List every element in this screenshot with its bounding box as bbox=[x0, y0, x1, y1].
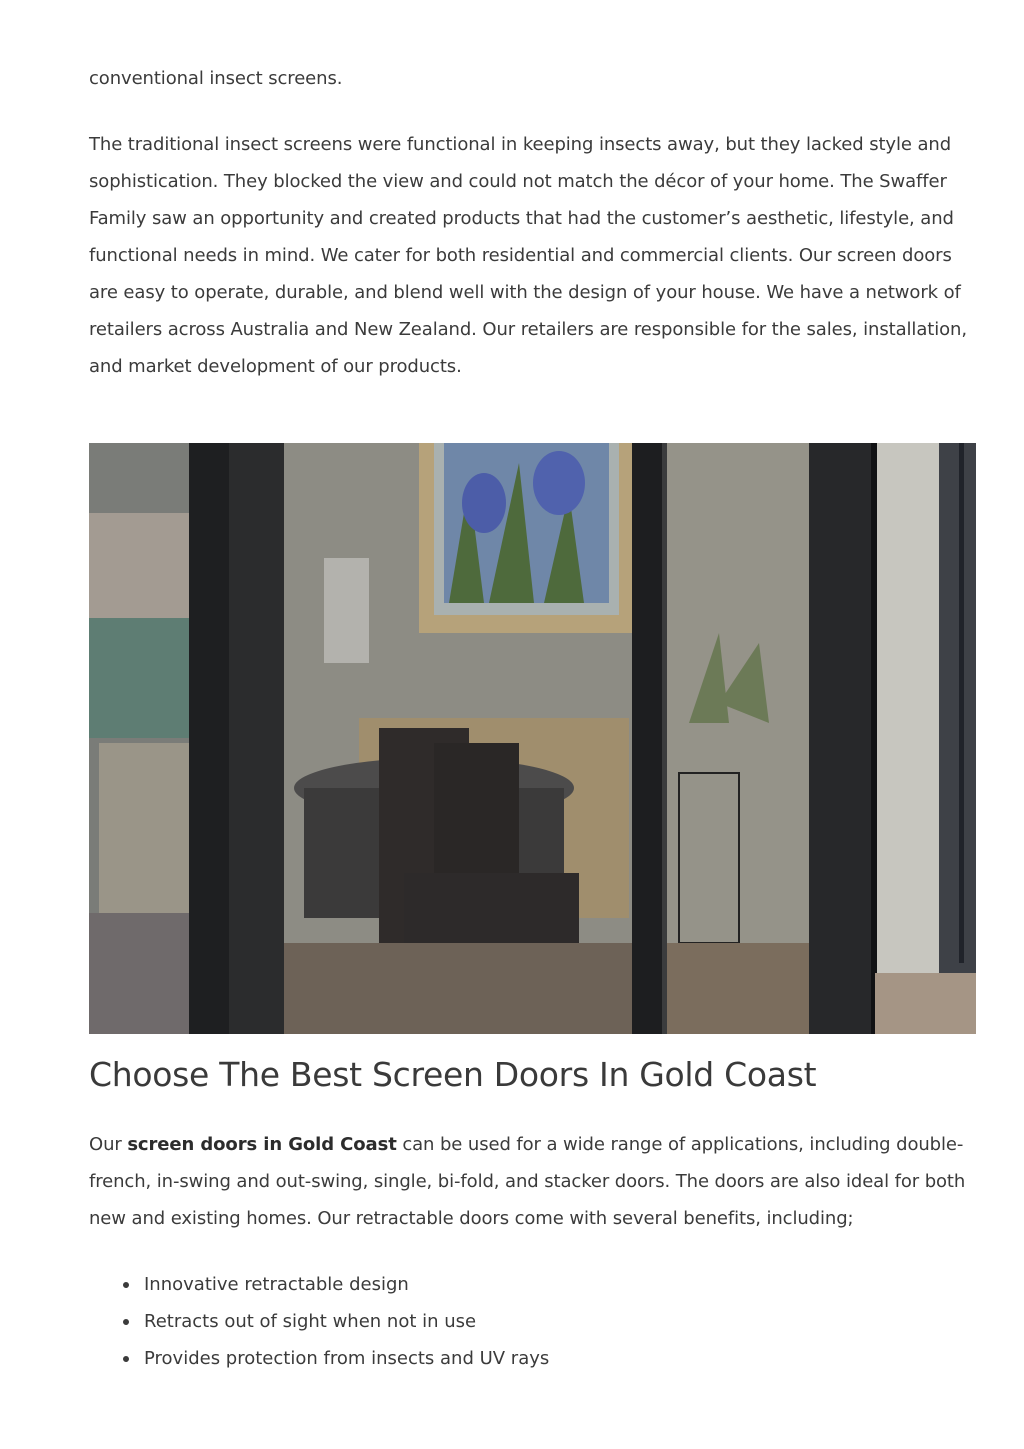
choose-paragraph-prefix: Our bbox=[89, 1134, 128, 1155]
choose-paragraph-keyword: screen doors in Gold Coast bbox=[127, 1134, 397, 1155]
section-heading: Choose The Best Screen Doors In Gold Coast bbox=[89, 1055, 817, 1094]
benefit-item: Provides protection from insects and UV rays bbox=[144, 1340, 549, 1377]
choose-paragraph-suffix: can be used for a wide range of applications, including double-french, in-swing and out-swing, single, bi-fold, and stacker doors. The doors are also ideal for both new and existing homes. Our retractable doors come with several benefits, including; bbox=[89, 1134, 966, 1229]
benefit-item: Retracts out of sight when not in use bbox=[144, 1303, 549, 1340]
screen-door-photo bbox=[89, 443, 976, 1034]
benefit-item: Innovative retractable design bbox=[144, 1266, 549, 1303]
choose-paragraph bbox=[89, 1126, 979, 1237]
intro-fragment: conventional insect screens. bbox=[89, 68, 343, 89]
about-paragraph: The traditional insect screens were functional in keeping insects away, but they lacked style and sophistication. They blocked the view and could not match the décor of your home. The Swaffer Family saw an opportunity and created products that had the customer’s aesthetic, lifestyle, and functional needs in mind. We cater for both residential and commercial clients. Our screen doors are easy to operate, durable, and blend well with the design of your house. We have a network of retailers across Australia and New Zealand. Our retailers are responsible for the sales, installation, and market development of our products. bbox=[89, 134, 967, 377]
benefits-list bbox=[89, 1266, 549, 1377]
